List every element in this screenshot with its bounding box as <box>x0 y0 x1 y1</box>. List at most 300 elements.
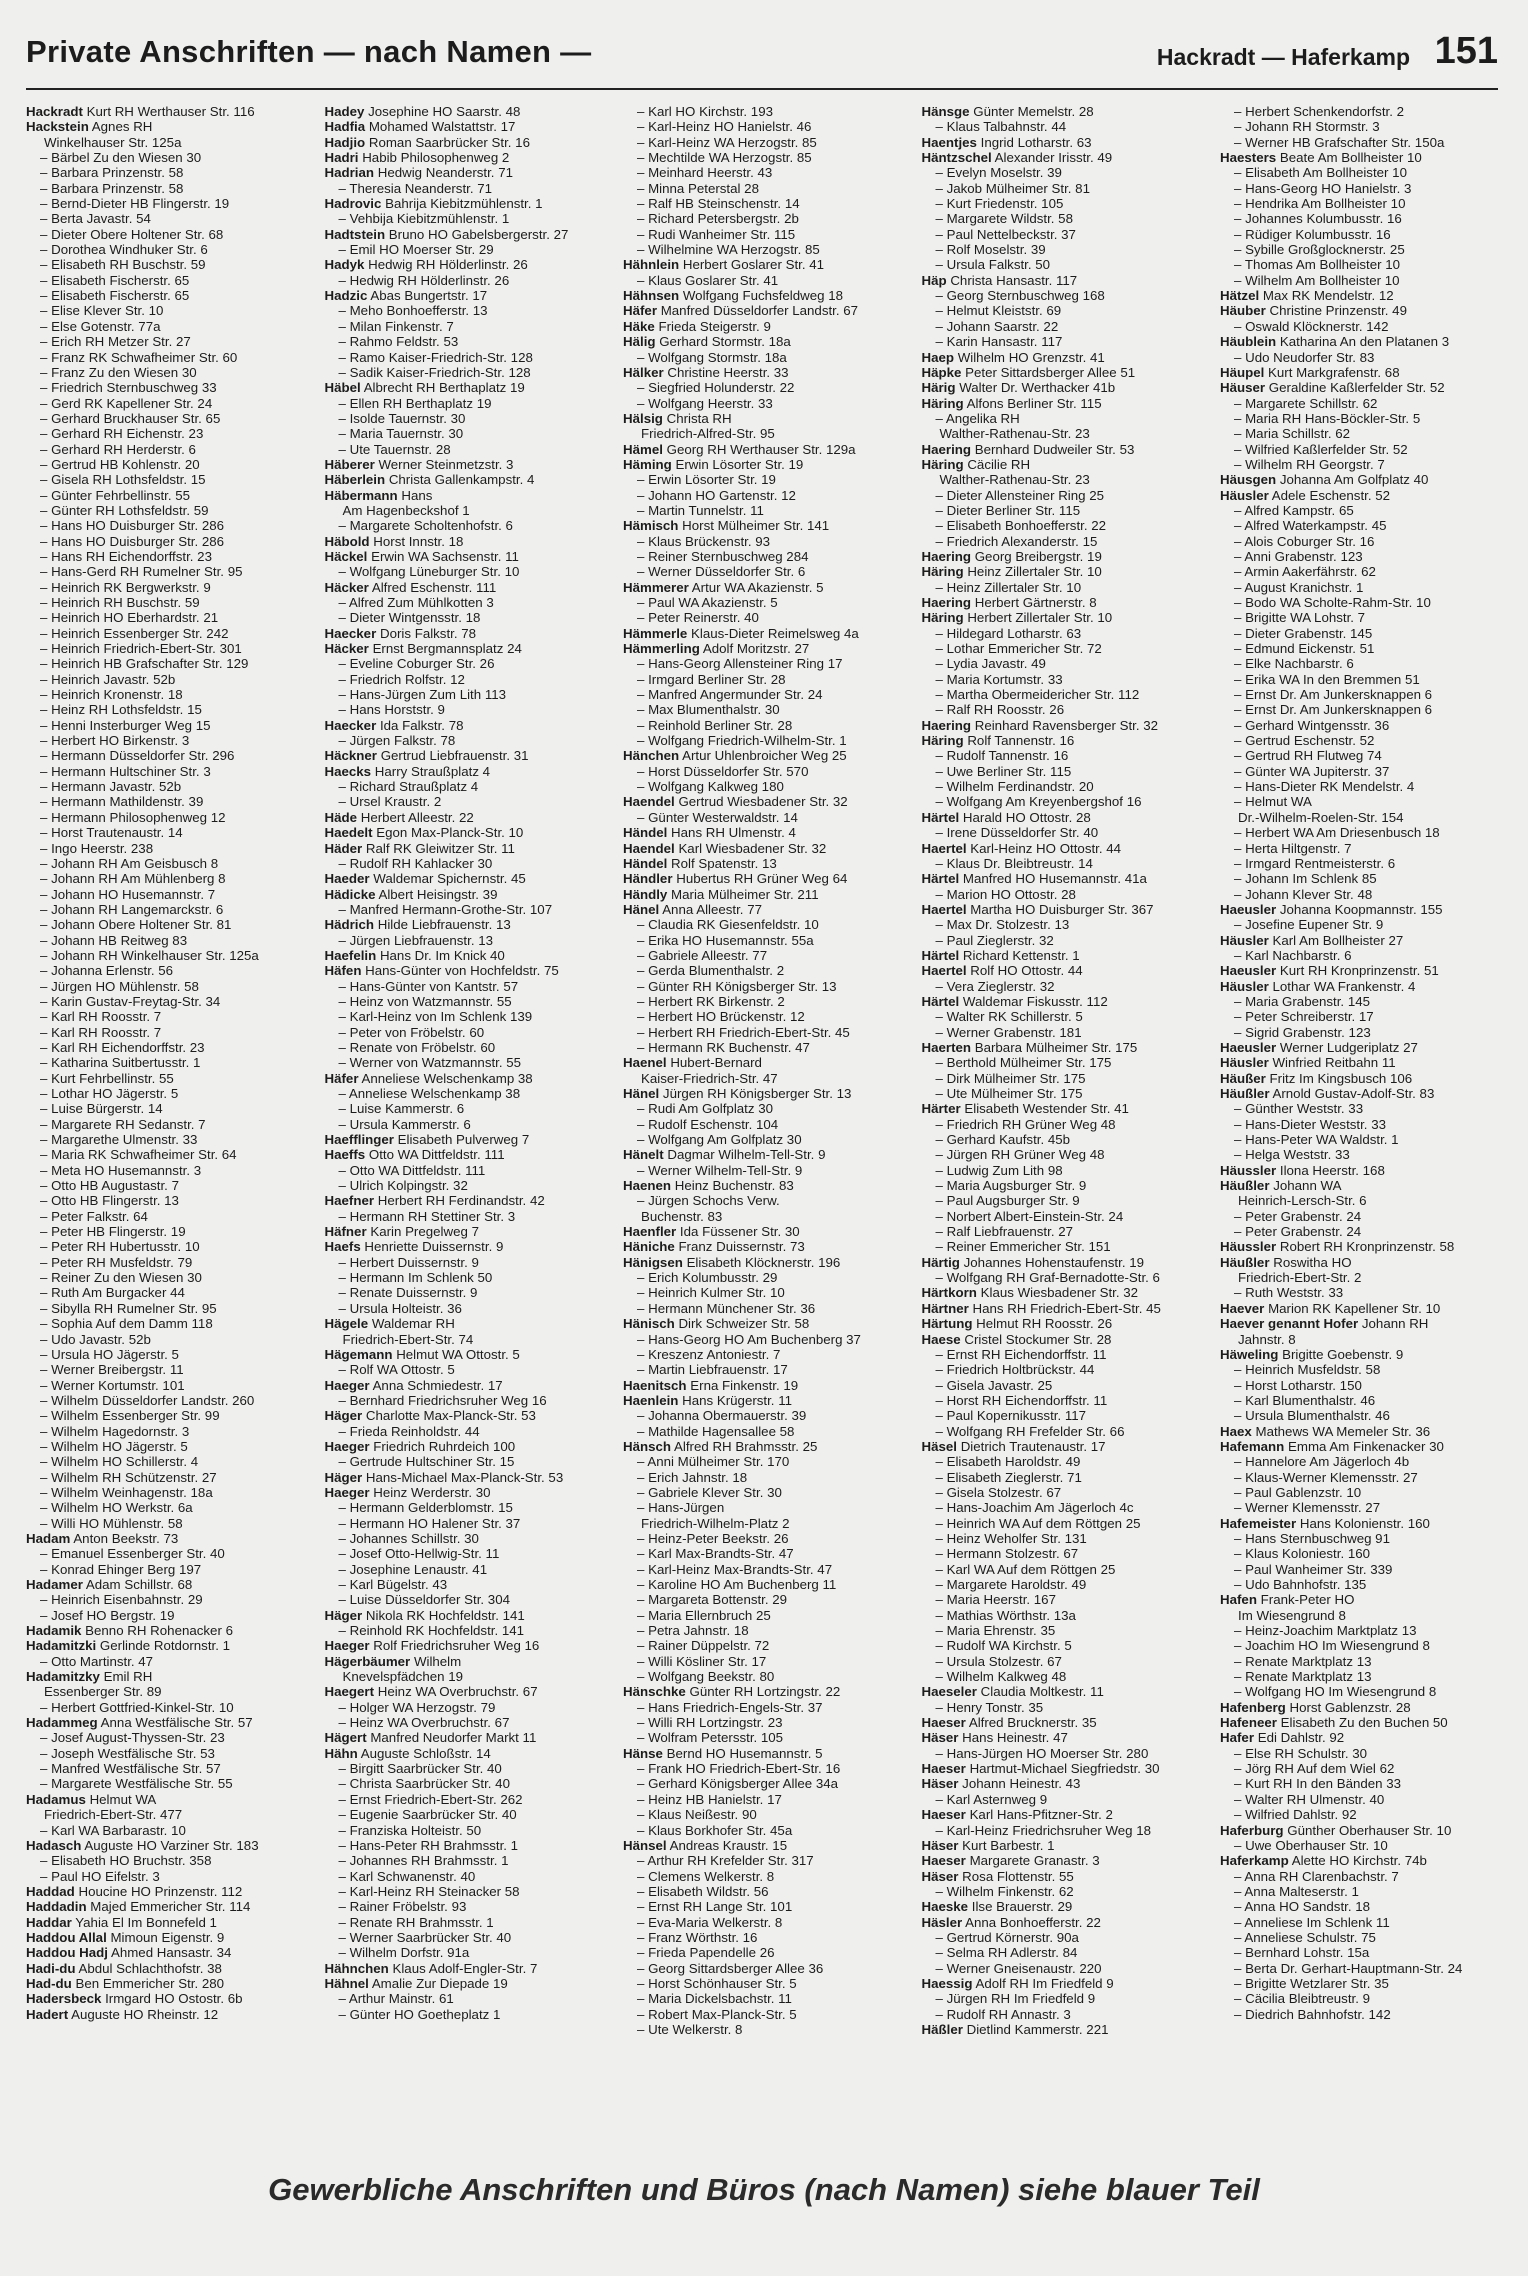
directory-entry <box>325 1638 607 1653</box>
entry-details: Peter Grabenstr. 24 <box>1245 1224 1362 1240</box>
entry-details: Auguste HO Rheinstr. 12 <box>71 2006 219 2022</box>
directory-entry: – Frank HO Friedrich-Ebert-Str. 16 <box>637 1761 841 1777</box>
entry-details: Klaus Goslarer Str. 41 <box>648 272 779 288</box>
directory-entry: – Heinrich WA Auf dem Röttgen 25 <box>935 1515 1141 1531</box>
directory-entry: – Mechtilde WA Herzogstr. 85 <box>637 150 812 166</box>
entry-details: Friedrich-Wilhelm-Platz 2 <box>641 1515 790 1531</box>
entry-details: Wilhelm HO Werkstr. 6a <box>51 1500 193 1516</box>
entry-details: Elise Klever Str. 10 <box>51 303 164 319</box>
surname: Häßler <box>921 2021 963 2037</box>
directory-entry: – Heinz Zillertaler Str. 10 <box>935 579 1082 595</box>
entry-details: Karin Hansastr. 117 <box>946 334 1063 350</box>
surname: Hänel <box>623 1086 660 1101</box>
entry-details: Rudolf RH Annastr. 3 <box>946 2006 1071 2022</box>
entry-details: Karl-Heinz WA Herzogstr. 85 <box>648 134 817 150</box>
entry-details: Friedrich-Ebert-Str. 477 <box>44 1807 183 1823</box>
directory-entry: – Wilhelm Ferdinandstr. 20 <box>935 779 1094 795</box>
directory-entry <box>26 1623 308 1638</box>
entry-details: Heinrich RH Buschstr. 59 <box>51 595 200 610</box>
entry-details: Franz Zu den Wiesen 30 <box>51 364 197 380</box>
entry-details: Karl Wiesbadener Str. 32 <box>678 840 827 856</box>
entry-details: Alexander Irisstr. 49 <box>994 150 1113 166</box>
directory-entry: – Johann HO Gartenstr. 12 <box>637 487 796 503</box>
directory-entry: – Gertrud HB Kohlenstr. 20 <box>40 456 200 472</box>
entry-details: Maria Ehrenstr. 35 <box>946 1623 1056 1639</box>
directory-entry: – Kurt RH In den Bänden 33 <box>1234 1776 1402 1792</box>
surname: Haeger <box>324 1438 370 1454</box>
directory-entry: – Bodo WA Scholte-Rahm-Str. 10 <box>1234 595 1431 610</box>
entry-details: Waldemar Fiskusstr. 112 <box>962 993 1108 1009</box>
entry-details: Abas Bungertstr. 17 <box>370 288 488 304</box>
directory-entry: – Josef Otto-Hellwig-Str. 11 <box>338 1546 500 1562</box>
directory-entry <box>1220 1086 1502 1101</box>
directory-entry: – Elisabeth Fischerstr. 65 <box>40 288 190 304</box>
entry-details: Rahmo Feldstr. 53 <box>349 334 459 350</box>
surname: Häuser <box>1220 380 1266 396</box>
directory-entry: – Ernst Dr. Am Junkersknappen 6 <box>1234 687 1433 703</box>
directory-entry: – Heinz RH Lothsfeldstr. 15 <box>40 702 202 718</box>
entry-details: Helmut WA <box>1245 794 1312 810</box>
directory-entry: – Günter WA Jupiterstr. 37 <box>1234 763 1390 779</box>
entry-details: Paul Wanheimer Str. 339 <box>1245 1561 1393 1577</box>
surname: Hägemann <box>324 1346 393 1362</box>
directory-entry: – Johann RH Am Geisbusch 8 <box>40 855 219 871</box>
surname: Häder <box>324 840 363 856</box>
directory-entry: – Theresia Neanderstr. 71 <box>338 180 493 196</box>
entry-details: Ursula Blumenthalstr. 46 <box>1245 1408 1390 1424</box>
surname: Häusler <box>1220 978 1269 994</box>
directory-entry: – Werner Gneisenaustr. 220 <box>935 1960 1102 1976</box>
directory-entry: – Rolf WA Ottostr. 5 <box>338 1362 455 1378</box>
directory-entry: – Hans-Joachim Am Jägerloch 4c <box>935 1500 1134 1516</box>
directory-entry: – Horst Düsseldorfer Str. 570 <box>637 763 809 779</box>
entry-details: Selma RH Adlerstr. 84 <box>946 1945 1078 1961</box>
entry-details: Elisabeth Bonhoefferstr. 22 <box>946 518 1107 534</box>
directory-entry: – Johann Im Schlenk 85 <box>1234 871 1377 887</box>
surname: Häger <box>324 1408 363 1424</box>
directory-entry <box>623 641 905 656</box>
entry-details: Hans-Gerd RH Rumelner Str. 95 <box>51 564 243 580</box>
entry-details: Paul Augsburger Str. 9 <box>946 1193 1080 1209</box>
entry-details: Werner Steinmetzstr. 3 <box>378 456 514 472</box>
directory-entry: – Maria Grabenstr. 145 <box>1234 993 1370 1009</box>
surname: Hänel <box>623 901 660 917</box>
directory-entry: – Barbara Prinzenstr. 58 <box>40 165 184 181</box>
directory-entry <box>26 1715 308 1730</box>
directory-entry: – Kreszenz Antoniestr. 7 <box>637 1346 781 1362</box>
directory-entry: – Claudia RK Giesenfeldstr. 10 <box>637 917 819 933</box>
directory-entry <box>1220 1853 1502 1868</box>
directory-entry: – Diedrich Bahnhofstr. 142 <box>1234 2006 1391 2022</box>
entry-details: Gerhard Königsberger Allee 34a <box>648 1776 839 1792</box>
entry-details: Mimoun Eigenstr. 9 <box>110 1929 225 1945</box>
directory-entry <box>325 764 607 779</box>
entry-details: Wilhelm Finkenstr. 62 <box>946 1883 1074 1899</box>
directory-entry <box>623 1838 905 1853</box>
entry-details: Heinrich Musfeldstr. 58 <box>1245 1362 1381 1378</box>
directory-entry <box>325 1378 607 1393</box>
directory-entry: – Paul Zieglerstr. 32 <box>935 932 1054 948</box>
directory-entry <box>325 380 607 395</box>
entry-details: Geraldine Kaßlerfelder Str. 52 <box>1268 380 1445 396</box>
directory-entry <box>623 580 905 595</box>
directory-entry: – Paul Augsburger Str. 9 <box>935 1193 1080 1209</box>
directory-entry: – Peter Falkstr. 64 <box>40 1208 148 1224</box>
directory-entry: – Bärbel Zu den Wiesen 30 <box>40 150 202 166</box>
entry-details: Hans HO Duisburger Str. 286 <box>51 533 225 549</box>
entry-details: Rudi Am Golfplatz 30 <box>648 1101 773 1117</box>
entry-details: Wilfried Dahlstr. 92 <box>1245 1807 1357 1823</box>
directory-entry: – Peter RH Hubertusstr. 10 <box>40 1239 200 1255</box>
surname: Häfer <box>324 1070 359 1086</box>
directory-entry: – Herbert RH Friedrich-Ebert-Str. 45 <box>637 1024 850 1040</box>
directory-entry: – Friedrich Alexanderstr. 15 <box>935 533 1098 549</box>
directory-entry: – Karl RH Roosstr. 7 <box>40 1009 162 1025</box>
directory-entry <box>1220 380 1502 395</box>
entry-details: Majed Emmericher Str. 114 <box>90 1899 251 1915</box>
entry-details: Wilhelm RH Georgstr. 7 <box>1245 456 1385 472</box>
surname: Härig <box>921 380 956 396</box>
entry-details: Johann Heinestr. 43 <box>962 1776 1081 1792</box>
entry-details: Gabriele Klever Str. 30 <box>648 1484 782 1500</box>
directory-entry <box>26 1638 308 1653</box>
entry-details: Helmut WA <box>89 1791 157 1807</box>
surname: Haesters <box>1220 150 1277 166</box>
directory-entry: – Rudi Am Golfplatz 30 <box>637 1101 773 1117</box>
entry-details: Eugenie Saarbrücker Str. 40 <box>349 1807 517 1823</box>
directory-entry: – Wilhelm Kalkweg 48 <box>935 1669 1067 1685</box>
directory-entry <box>922 1853 1204 1868</box>
entry-details: Rüdiger Kolumbusstr. 16 <box>1245 226 1391 242</box>
directory-entry: – Karl-Heinz Max-Brandts-Str. 47 <box>637 1561 833 1577</box>
entry-details: Karl-Heinz von Im Schlenk 139 <box>349 1009 533 1025</box>
entry-details: Roman Saarbrücker Str. 16 <box>368 134 530 150</box>
surname: Häußler <box>1220 1254 1270 1270</box>
entry-details: Wilhelm Dorfstr. 91a <box>349 1945 470 1961</box>
directory-entry <box>325 1746 607 1761</box>
entry-details: Herbert RH Ferdinandstr. 42 <box>377 1193 545 1209</box>
surname: Häweling <box>1220 1346 1279 1362</box>
surname: Häde <box>324 809 358 825</box>
directory-entry: – Walter RK Schillerstr. 5 <box>935 1009 1083 1025</box>
directory-entry <box>1220 1608 1502 1623</box>
directory-entry: – Else RH Schulstr. 30 <box>1234 1745 1368 1761</box>
directory-entry <box>1220 365 1502 380</box>
entry-details: Friedrich-Ebert-Str. 74 <box>342 1331 474 1347</box>
entry-details: Hans-Georg HO Hanielstr. 3 <box>1245 180 1412 196</box>
directory-entry: – Herta Hiltgenstr. 7 <box>1234 840 1352 856</box>
directory-entry: – Brigitte WA Lohstr. 7 <box>1234 610 1366 626</box>
entry-details: Hans-Peter WA Waldstr. 1 <box>1245 1132 1399 1148</box>
entry-details: Sibylla RH Rumelner Str. 95 <box>51 1300 217 1316</box>
entry-details: Gerhard RH Herderstr. 6 <box>51 441 196 457</box>
directory-entry <box>26 1899 308 1914</box>
directory-entry: – Willi HO Mühlenstr. 58 <box>40 1515 183 1531</box>
surname: Haering <box>921 548 972 564</box>
entry-details: Karl-Heinz Friedrichsruher Weg 18 <box>946 1822 1152 1838</box>
directory-entry: – Selma RH Adlerstr. 84 <box>935 1945 1078 1961</box>
column-1 <box>26 104 308 2142</box>
directory-entry: – Elisabeth Am Bollheister 10 <box>1234 165 1407 181</box>
entry-details: Karl Nachbarstr. 6 <box>1245 947 1352 963</box>
surname: Hadrian <box>324 165 375 181</box>
directory-entry: – Wilhelm Essenberger Str. 99 <box>40 1408 220 1424</box>
directory-entry: – Sibylla RH Rumelner Str. 95 <box>40 1300 217 1316</box>
entry-details: Clemens Welkerstr. 8 <box>648 1868 775 1884</box>
entry-details: Maria Heerstr. 167 <box>946 1592 1056 1608</box>
directory-entry: – Hans-Gerd RH Rumelner Str. 95 <box>40 564 243 580</box>
directory-entry: – Hermann Münchener Str. 36 <box>637 1300 816 1316</box>
entry-details: Wolfgang HO Im Wiesengrund 8 <box>1245 1684 1437 1700</box>
entry-details: Werner Gneisenaustr. 220 <box>946 1960 1102 1976</box>
directory-entry: – Klaus Borkhofer Str. 45a <box>637 1822 793 1838</box>
entry-details: Elisabeth Fischerstr. 65 <box>51 288 190 304</box>
entry-details: Wilhelm Ferdinandstr. 20 <box>946 779 1094 795</box>
directory-entry <box>1220 1301 1502 1316</box>
directory-entry: – Hermann Philosophenweg 12 <box>40 809 226 825</box>
footer-note: Gewerbliche Anschriften und Büros (nach Namen) siehe blauer Teil <box>268 2172 1260 2207</box>
surname: Hafenberg <box>1220 1699 1286 1715</box>
entry-details: Karoline HO Am Buchenberg 11 <box>648 1577 837 1592</box>
entry-details: Klaus Wiesbadener Str. 32 <box>980 1285 1139 1301</box>
directory-entry: – Ursula HO Jägerstr. 5 <box>40 1346 179 1362</box>
entry-details: Horst Schönhauser Str. 5 <box>648 1975 797 1991</box>
entry-details: Karl Blumenthalstr. 46 <box>1245 1392 1376 1408</box>
entry-details: Barbara Mülheimer Str. 175 <box>974 1039 1138 1055</box>
directory-entry: – Josef HO Bergstr. 19 <box>40 1607 175 1623</box>
entry-details: Gerda Blumenthalstr. 2 <box>648 963 785 979</box>
surname: Häussler <box>1220 1239 1277 1255</box>
directory-entry: – Irmgard Berliner Str. 28 <box>637 671 786 687</box>
surname: Häberer <box>324 456 375 472</box>
directory-entry <box>325 1147 607 1162</box>
entry-details: Irene Düsseldorfer Str. 40 <box>946 825 1099 841</box>
directory-entry: – Minna Peterstal 28 <box>637 180 759 196</box>
entry-details: Alfred Brucknerstr. 35 <box>968 1715 1097 1731</box>
directory-entry <box>623 748 905 763</box>
entry-details: Horst Trautenaustr. 14 <box>51 825 183 841</box>
entry-details: Ursula HO Jägerstr. 5 <box>51 1346 179 1362</box>
directory-entry <box>325 288 607 303</box>
entry-details: Hermann Stolzestr. 67 <box>946 1546 1079 1562</box>
entry-details: August Kranichstr. 1 <box>1244 579 1364 595</box>
surname: Haegert <box>324 1684 375 1700</box>
entry-details: Adolf RH Im Friedfeld 9 <box>975 1975 1114 1991</box>
entry-details: Klaus Neißestr. 90 <box>648 1807 757 1823</box>
column-3 <box>623 104 905 2142</box>
directory-entry: – Ingo Heerstr. 238 <box>40 840 154 856</box>
directory-entry: – Georg Sittardsberger Allee 36 <box>637 1960 824 1976</box>
directory-entry <box>325 1193 607 1208</box>
directory-entry: – Richard Straußplatz 4 <box>338 779 479 795</box>
entry-details: Gerhard Bruckhauser Str. 65 <box>51 410 221 426</box>
directory-entry: – Gabriele Klever Str. 30 <box>637 1484 782 1500</box>
directory-entry: – Margareta Bottenstr. 29 <box>637 1592 788 1608</box>
directory-entry: – Ute Tauernstr. 28 <box>338 441 451 457</box>
entry-details: Paul Gablenzstr. 10 <box>1245 1484 1362 1500</box>
surname: Hänelt <box>623 1147 664 1163</box>
directory-entry: – Frieda Reinholdstr. 44 <box>338 1423 480 1439</box>
entry-details: Heinz Weholfer Str. 131 <box>946 1530 1087 1546</box>
entry-details: Wolfgang Fuchsfeldweg 18 <box>682 288 844 304</box>
entry-details: Paul HO Eifelstr. 3 <box>51 1868 160 1884</box>
entry-details: Josef August-Thyssen-Str. 23 <box>51 1730 225 1746</box>
entry-details: Auguste HO Varziner Str. 183 <box>84 1837 259 1853</box>
entry-details: Ursula Falkstr. 50 <box>946 257 1051 273</box>
directory-entry <box>922 549 1204 564</box>
entry-details: Hans HO Duisburger Str. 286 <box>51 518 225 534</box>
entry-details: Luise Kammerstr. 6 <box>349 1101 465 1117</box>
entry-details: Heinz Werderstr. 30 <box>373 1484 491 1500</box>
entry-details: Peter Grabenstr. 24 <box>1245 1208 1362 1224</box>
directory-entry <box>325 196 607 211</box>
entry-details: Ernst Friedrich-Ebert-Str. 262 <box>349 1791 523 1807</box>
entry-details: Wolfram Petersstr. 105 <box>648 1730 784 1746</box>
directory-entry: – Evelyn Moselstr. 39 <box>935 165 1062 181</box>
directory-entry: – Hans-Jürgen Zum Lith 113 <box>338 687 507 703</box>
directory-entry: – Wolfgang Beekstr. 80 <box>637 1669 775 1685</box>
directory-entry <box>623 257 905 272</box>
surname: Hadam <box>26 1530 71 1546</box>
surname: Häuber <box>1220 303 1266 319</box>
entry-details: Vehbija Kiebitzmühlenstr. 1 <box>349 211 510 227</box>
entry-details: Kurt Markgrafenstr. 68 <box>1268 364 1400 380</box>
entry-details: Elisabeth Fischerstr. 65 <box>51 272 190 288</box>
entry-details: Wolfgang Heerstr. 33 <box>648 395 773 411</box>
directory-entry <box>325 810 607 825</box>
entry-details: Ernst Dr. Am Junkersknappen 6 <box>1245 687 1433 703</box>
entry-details: Elisabeth RH Buschstr. 59 <box>51 257 206 273</box>
entry-details: Anna Bonhoefferstr. 22 <box>965 1914 1101 1930</box>
surname: Haentjes <box>921 134 977 150</box>
entry-details: Karl Am Bollheister 27 <box>1272 932 1404 948</box>
entry-details: Margarethe Ulmenstr. 33 <box>51 1132 198 1148</box>
entry-details: Anna Schmiedestr. 17 <box>372 1377 503 1393</box>
directory-entry: – Werner Düsseldorfer Str. 6 <box>637 564 806 580</box>
directory-entry: – Edmund Eickenstr. 51 <box>1234 641 1375 657</box>
entry-details: Wolfgang Beekstr. 80 <box>648 1669 775 1685</box>
surname: Häusler <box>1220 1055 1269 1071</box>
directory-entry: – Dieter Grabenstr. 145 <box>1234 625 1373 641</box>
directory-entry <box>325 1071 607 1086</box>
entry-details: Johann Klever Str. 48 <box>1245 886 1373 902</box>
directory-entry: – Mathilde Hagensallee 58 <box>637 1423 795 1439</box>
entry-details: Gerhard Kaufstr. 45b <box>946 1132 1071 1148</box>
directory-entry: – Ellen RH Berthaplatz 19 <box>338 395 492 411</box>
directory-entry <box>623 1316 905 1331</box>
directory-entry: – Wilhelm RH Schützenstr. 27 <box>40 1469 217 1485</box>
directory-entry: – Peter RH Musfeldstr. 79 <box>40 1254 193 1270</box>
directory-entry: – Heinrich Essenberger Str. 242 <box>40 625 229 641</box>
directory-entry <box>1220 1178 1502 1193</box>
directory-entry: – Ursula Holteistr. 36 <box>338 1300 462 1316</box>
surname: Haeger <box>324 1638 370 1654</box>
entry-details: Horst Lotharstr. 150 <box>1245 1377 1362 1393</box>
directory-entry <box>922 1684 1204 1699</box>
directory-entry <box>922 902 1204 917</box>
directory-entry <box>922 380 1204 395</box>
directory-entry: – Gisela RH Lothsfeldstr. 15 <box>40 472 206 488</box>
entry-details: Hermann Javastr. 52b <box>51 779 182 795</box>
entry-details: Elisabeth Haroldstr. 49 <box>946 1454 1081 1470</box>
entry-details: Christa Saarbrücker Str. 40 <box>349 1776 510 1792</box>
entry-details: Udo Javastr. 52b <box>51 1331 151 1347</box>
surname: Hadert <box>26 2006 69 2022</box>
entry-details: Horst Mülheimer Str. 141 <box>682 518 830 534</box>
entry-details: Hermann Gelderblomstr. 15 <box>349 1500 513 1516</box>
directory-entry: – Wolfram Petersstr. 105 <box>637 1730 784 1746</box>
directory-entry: – Otto HB Flingerstr. 13 <box>40 1193 179 1209</box>
directory-entry <box>1220 472 1502 487</box>
entry-details: Heinz Zillertaler Str. 10 <box>946 579 1082 595</box>
directory-entry: – Rudolf RH Kahlacker 30 <box>338 855 493 871</box>
directory-entry: – Joachim HO Im Wiesengrund 8 <box>1234 1638 1430 1654</box>
directory-entry: – Wilhelm HO Werkstr. 6a <box>40 1500 193 1516</box>
directory-entry: – Klaus Dr. Bleibtreustr. 14 <box>935 855 1093 871</box>
directory-entry: – Jakob Mülheimer Str. 81 <box>935 180 1090 196</box>
directory-entry: – Wolfgang Heerstr. 33 <box>637 395 773 411</box>
directory-entry <box>325 871 607 886</box>
directory-entry: – Vera Zieglerstr. 32 <box>935 978 1055 994</box>
directory-entry: – Karin Hansastr. 117 <box>935 334 1063 350</box>
directory-entry: – Armin Aakerfährstr. 62 <box>1234 564 1376 580</box>
entry-details: Kurt RH In den Bänden 33 <box>1245 1776 1402 1792</box>
entry-details: Christine Heerstr. 33 <box>667 364 789 380</box>
directory-entry <box>922 135 1204 150</box>
entry-details: Frieda Papendelle 26 <box>648 1945 775 1961</box>
entry-details: Rudi Wanheimer Str. 115 <box>648 226 796 242</box>
directory-entry: – Sybille Großglocknerstr. 25 <box>1234 242 1405 258</box>
directory-entry: – Renate Marktplatz 13 <box>1234 1653 1372 1669</box>
entry-details: Ellen RH Berthaplatz 19 <box>349 395 492 411</box>
directory-entry <box>325 1347 607 1362</box>
directory-entry <box>922 104 1204 119</box>
entry-details: Egon Max-Planck-Str. 10 <box>376 825 524 841</box>
directory-entry: – Werner Kortumstr. 101 <box>40 1377 185 1393</box>
directory-entry: – Karl-Heinz von Im Schlenk 139 <box>338 1009 533 1025</box>
entry-details: Alfred Eschenstr. 111 <box>371 579 497 595</box>
directory-entry: – Uwe Berliner Str. 115 <box>935 763 1072 779</box>
directory-entry: – Vehbija Kiebitzmühlenstr. 1 <box>338 211 510 227</box>
directory-entry: – Manfred Hermann-Grothe-Str. 107 <box>338 901 553 917</box>
directory-entry: – Herbert Duissernstr. 9 <box>338 1254 479 1270</box>
directory-entry: – Maria RK Schwafheimer Str. 64 <box>40 1147 237 1163</box>
directory-entry: – Siegfried Holunderstr. 22 <box>637 380 795 396</box>
entry-details: Otto Martinstr. 47 <box>51 1653 154 1669</box>
entry-details: Manfred Hermann-Grothe-Str. 107 <box>349 901 553 917</box>
entry-details: Heinz RH Lothsfeldstr. 15 <box>51 702 202 718</box>
entry-details: Wilhelm HO Jägerstr. 5 <box>51 1438 188 1454</box>
entry-details: Houcine HO Prinzenstr. 112 <box>78 1883 243 1899</box>
directory-entry <box>1220 288 1502 303</box>
entry-details: Margarete RH Sedanstr. 7 <box>51 1116 206 1132</box>
directory-entry: – Klaus Talbahnstr. 44 <box>935 119 1067 135</box>
entry-details: Mathews WA Memeler Str. 36 <box>1255 1423 1431 1439</box>
directory-entry: – Gertrude Hultschiner Str. 15 <box>338 1454 515 1470</box>
entry-details: Max Dr. Stolzestr. 13 <box>946 917 1070 933</box>
entry-details: Roswitha HO <box>1273 1254 1352 1270</box>
directory-entry <box>26 1961 308 1976</box>
entry-details: Jürgen RH Grüner Weg 48 <box>946 1147 1105 1163</box>
entry-details: Hans-Günter von Hochfeldstr. 75 <box>365 963 559 979</box>
entry-details: Ilona Heerstr. 168 <box>1279 1162 1385 1178</box>
directory-entry: – Isolde Tauernstr. 30 <box>338 410 466 426</box>
directory-entry: – Gabriele Alleestr. 77 <box>637 947 768 963</box>
directory-entry: – Renate von Fröbelstr. 60 <box>338 1039 496 1055</box>
entry-details: Hans Sternbuschweg 91 <box>1245 1530 1390 1546</box>
directory-entry <box>325 1470 607 1485</box>
directory-entry: – Johann RH Winkelhauser Str. 125a <box>40 947 259 963</box>
